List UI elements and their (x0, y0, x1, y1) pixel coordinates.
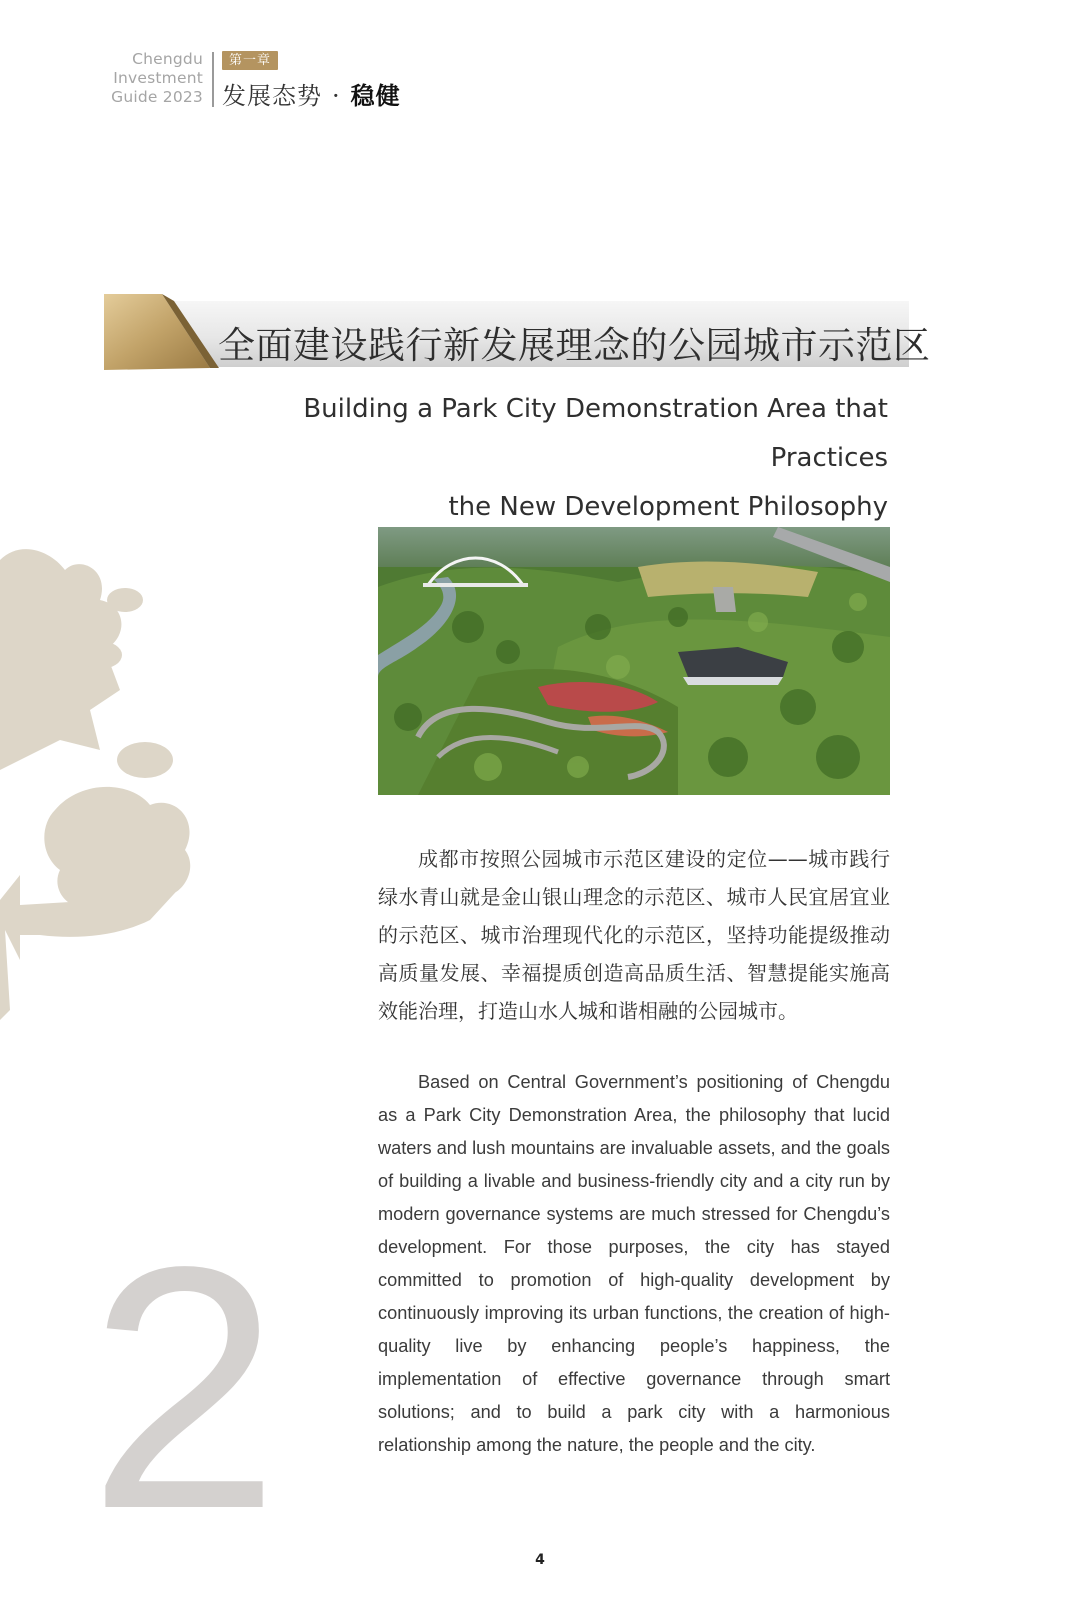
section-number (84, 1225, 284, 1525)
brand-line: Investment (113, 69, 203, 87)
chapter-title-dot: · (332, 82, 341, 110)
section-title-zh: 全面建设践行新发展理念的公园城市示范区 (218, 324, 931, 367)
brand-line: Chengdu (132, 50, 203, 68)
body-paragraph-zh: 成都市按照公园城市示范区建设的定位——城市践行绿水青山就是金山银山理念的示范区、城市人民宜居宜业的示范区、城市治理现代化的示范区，坚持功能提级推动高质量发展、幸福提质创造高品质生活、智慧提能实施高效能治理，打造山水人城和谐相融的公园城市。 (378, 847, 890, 1023)
section-title-en (188, 385, 888, 532)
chapter-title-accent: 稳健 (350, 81, 401, 110)
brand-line: Guide 2023 (111, 88, 203, 106)
body-paragraph-en: Based on Central Government’s positioning of Chengdu as a Park City Demonstration Area, the philosophy that lucid waters and lush mountains are invaluable assets, and the goals of building a livable and business-friendly city and a city run by modern governance systems are much stressed for Chengdu’s development. For those purposes, the city has stayed committed to promotion of high-quality development by continuously improving its urban functions, the creation of high-quality live by enhancing people’s happiness, the implementation of effective governance through smart solutions; and to build a park city with a harmonious relationship among the nature, the people and the city. (378, 1072, 890, 1455)
page-number: 4 (535, 1552, 545, 1568)
section-title-en-line: Building a Park City Demonstration Area that Practices (303, 394, 888, 473)
park-aerial-photo (378, 527, 890, 795)
svg-text:2: 2 (88, 1225, 280, 1525)
chapter-title (222, 76, 401, 111)
chapter-tag: 第一章 (222, 51, 278, 70)
chapter-title-main: 发展态势 (222, 82, 322, 110)
brand-block (100, 50, 203, 107)
header-divider (212, 52, 214, 107)
decorative-illustration (0, 540, 215, 1060)
section-title-en-line: the New Development Philosophy (448, 492, 888, 522)
